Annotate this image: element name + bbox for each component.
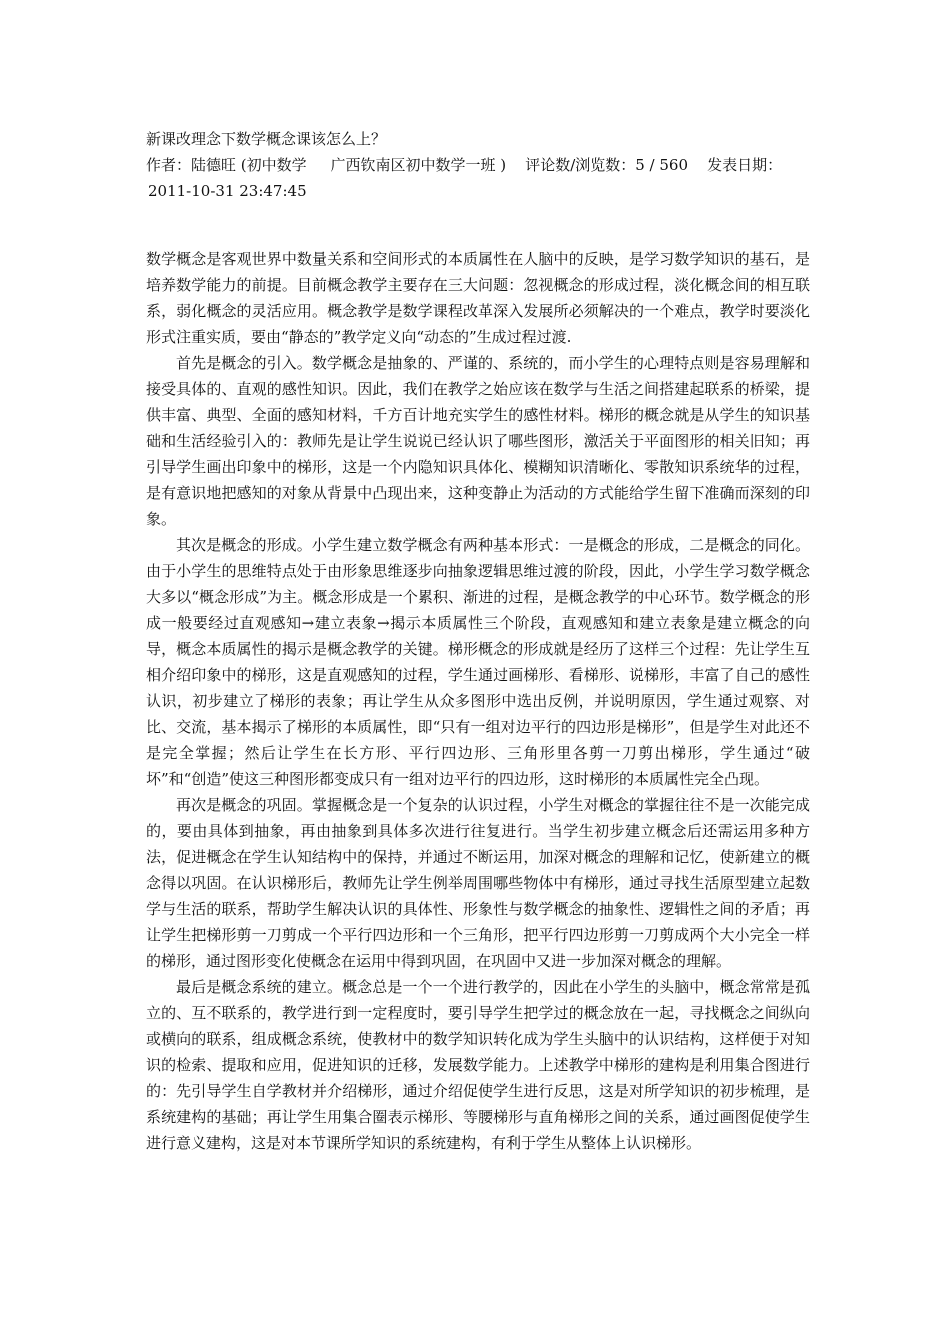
article-header xyxy=(146,126,826,204)
publish-date: 2011-10-31 23:47:45 xyxy=(148,182,307,200)
article-meta xyxy=(146,152,826,178)
stats-label: 评论数/浏览数： xyxy=(525,156,636,174)
paragraph: 再次是概念的巩固。掌握概念是一个复杂的认识过程，小学生对概念的掌握往往不是一次能完成的，要由具体到抽象，再由抽象到具体多次进行往复进行。当学生初步建立概念后还需运用多种方法，促进概念在学生认知结构中的保持，并通过不断运用，加深对概念的理解和记忆，使新建立的概念得以巩固。在认识梯形后，教师先让学生例举周围哪些物体中有梯形，通过寻找生活原型建立起数学与生活的联系，帮助学生解决认识的具体性、形象性与数学概念的抽象性、逻辑性之间的矛盾；再让学生把梯形剪一刀剪成一个平行四边形和一个三角形，把平行四边形剪一刀剪成两个大小完全一样的梯形，通过图形变化使概念在运用中得到巩固，在巩固中又进一步加深对概念的理解。 xyxy=(146,796,810,970)
paragraph: 数学概念是客观世界中数量关系和空间形式的本质属性在人脑中的反映，是学习数学知识的基石，是培养数学能力的前提。目前概念教学主要存在三大问题：忽视概念的形成过程，淡化概念间的相互联系，弱化概念的灵活应用。概念教学是数学课程改革深入发展所必须解决的一个难点，教学时要淡化形式注重实质，要由“静态的”教学定义向“动态的”生成过程过渡. xyxy=(146,250,810,346)
author-label: 作者： xyxy=(146,156,192,174)
paragraph: 首先是概念的引入。数学概念是抽象的、严谨的、系统的，而小学生的心理特点则是容易理解和接受具体的、直观的感性知识。因此，我们在教学之始应该在数学与生活之间搭建起联系的桥梁，提供丰富、典型、全面的感知材料，千方百计地充实学生的感性材料。梯形的概念就是从学生的知识基础和生活经验引入的：教师先是让学生说说已经认识了哪些图形，激活关于平面图形的相关旧知；再引导学生画出印象中的梯形，这是一个内隐知识具体化、模糊知识清晰化、零散知识系统华的过程，是有意识地把感知的对象从背景中凸现出来，这种变静止为活动的方式能给学生留下准确而深刻的印象。 xyxy=(146,354,810,528)
paragraph: 其次是概念的形成。小学生建立数学概念有两种基本形式：一是概念的形成，二是概念的同化。由于小学生的思维特点处于由形象思维逐步向抽象逻辑思维过渡的阶段，因此，小学生学习数学概念大多以“概念形成”为主。概念形成是一个累积、渐进的过程，是概念教学的中心环节。数学概念的形成一般要经过直观感知→建立表象→揭示本质属性三个阶段，直观感知和建立表象是建立概念的向导，概念本质属性的揭示是概念教学的关键。梯形概念的形成就是经历了这样三个过程：先让学生互相介绍印象中的梯形，这是直观感知的过程，学生通过画梯形、看梯形、说梯形，丰富了自己的感性认识，初步建立了梯形的表象；再让学生从众多图形中选出反例，并说明原因，学生通过观察、对比、交流，基本揭示了梯形的本质属性，即“只有一组对边平行的四边形是梯形”，但是学生对此还不是完全掌握；然后让学生在长方形、平行四边形、三角形里各剪一刀剪出梯形，学生通过“破坏”和“创造”使这三种图形都变成只有一组对边平行的四边形，这时梯形的本质属性完全凸现。 xyxy=(146,536,810,788)
author-name: 陆德旺 (初中数学 xyxy=(191,156,307,174)
paragraph: 最后是概念系统的建立。概念总是一个一个进行教学的，因此在小学生的头脑中，概念常常是孤立的、互不联系的，教学进行到一定程度时，要引导学生把学过的概念放在一起，寻找概念之间纵向或横向的联系，组成概念系统，使教材中的数学知识转化成为学生头脑中的认识结构，这样便于对知识的检索、提取和应用，促进知识的迁移，发展数学能力。上述教学中梯形的建构是利用集合图进行的：先引导学生自学教材并介绍梯形，通过介绍促使学生进行反思，这是对所学知识的初步梳理，是系统建构的基础；再让学生用集合圈表示梯形、等腰梯形与直角梯形之间的关系，通过画图促使学生进行意义建构，这是对本节课所学知识的系统建构，有利于学生从整体上认识梯形。 xyxy=(146,978,810,1152)
date-label: 发表日期： xyxy=(707,156,783,174)
article-body xyxy=(146,246,810,1156)
article-title: 新课改理念下数学概念课该怎么上？ xyxy=(146,130,387,148)
author-group: 广西钦南区初中数学一班 ) xyxy=(330,156,507,174)
stats-value: 5 / 560 xyxy=(635,156,689,174)
